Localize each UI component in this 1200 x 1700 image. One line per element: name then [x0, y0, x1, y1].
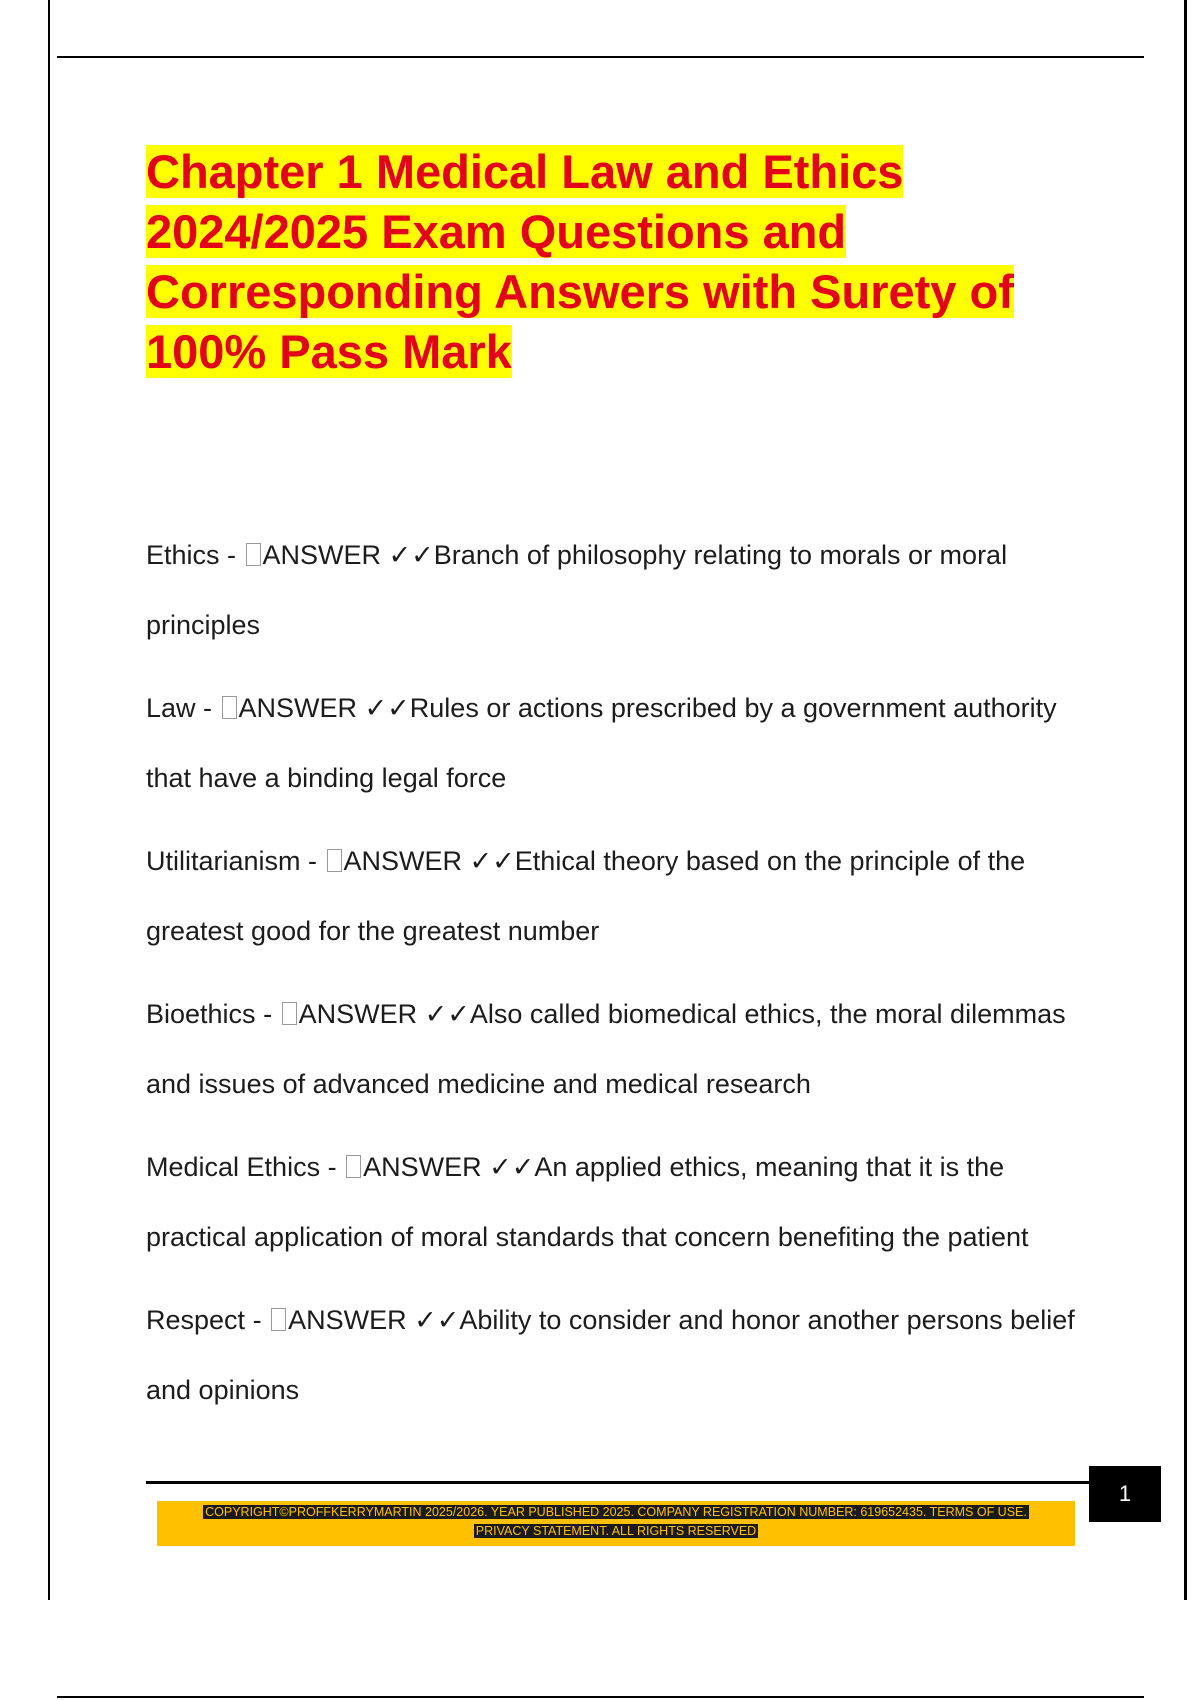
copyright-footer	[157, 1501, 1075, 1546]
missing-glyph-icon	[271, 1308, 286, 1331]
title-line: 100% Pass Mark	[146, 325, 512, 378]
page-border-right	[1184, 0, 1187, 1600]
answer-marker: ANSWER ✓✓	[262, 540, 434, 570]
copyright-line: PRIVACY STATEMENT. ALL RIGHTS RESERVED	[475, 1524, 757, 1538]
qa-item: Bioethics - ANSWER ✓✓Also called biomedical ethics, the moral dilemmas and issues of advanced medicine and medical research	[146, 999, 1066, 1099]
document-title	[146, 142, 1066, 382]
qa-item: Respect - ANSWER ✓✓Ability to consider and honor another persons belief and opinions	[146, 1305, 1075, 1405]
page-number: 1	[1089, 1466, 1161, 1522]
qa-definition: An applied ethics, meaning that it is the practical application of moral standards that concern benefiting the patient	[146, 1152, 1029, 1252]
missing-glyph-icon	[222, 696, 237, 719]
answer-marker: ANSWER ✓✓	[298, 999, 470, 1029]
qa-item: Law - ANSWER ✓✓Rules or actions prescribed by a government authority that have a binding legal force	[146, 693, 1057, 793]
missing-glyph-icon	[246, 543, 261, 566]
answer-marker: ANSWER ✓✓	[343, 846, 515, 876]
qa-term: Bioethics	[146, 999, 256, 1029]
qa-item: Utilitarianism - ANSWER ✓✓Ethical theory based on the principle of the greatest good for the greatest number	[146, 846, 1026, 946]
qa-term: Ethics	[146, 540, 220, 570]
missing-glyph-icon	[282, 1002, 297, 1025]
missing-glyph-icon	[346, 1155, 361, 1178]
qa-item: Ethics - ANSWER ✓✓Branch of philosophy relating to morals or moral principles	[146, 540, 1008, 640]
title-line: Chapter 1 Medical Law and Ethics	[146, 145, 904, 198]
answer-marker: ANSWER ✓✓	[363, 1152, 535, 1182]
missing-glyph-icon	[327, 849, 342, 872]
footer-rule	[146, 1481, 1091, 1484]
qa-definition: Ability to consider and honor another persons belief and opinions	[146, 1305, 1075, 1405]
qa-definition: Branch of philosophy relating to morals or moral principles	[146, 540, 1008, 640]
qa-definition: Rules or actions prescribed by a government authority that have a binding legal force	[146, 693, 1057, 793]
qa-definition: Ethical theory based on the principle of the greatest good for the greatest number	[146, 846, 1026, 946]
answer-marker: ANSWER ✓✓	[288, 1305, 460, 1335]
next-page-rule	[57, 1696, 1144, 1698]
title-line: 2024/2025 Exam Questions and	[146, 205, 847, 258]
title-line: Corresponding Answers with Surety of	[146, 265, 1014, 318]
qa-definition: Also called biomedical ethics, the moral dilemmas and issues of advanced medicine and medical research	[146, 999, 1066, 1099]
qa-term: Respect	[146, 1305, 246, 1335]
qa-item: Medical Ethics - ANSWER ✓✓An applied ethics, meaning that it is the practical application of moral standards that concern benefiting the patient	[146, 1152, 1029, 1252]
qa-term: Law	[146, 693, 196, 723]
header-rule	[57, 56, 1144, 58]
qa-term: Medical Ethics	[146, 1152, 321, 1182]
page-border-left	[48, 0, 50, 1600]
qa-list	[146, 520, 1086, 1438]
qa-term: Utilitarianism	[146, 846, 301, 876]
copyright-line: COPYRIGHT©PROFFKERRYMARTIN 2025/2026. YEAR PUBLISHED 2025. COMPANY REGISTRATION NUMBER: 619652435. TERMS OF USE.	[205, 1505, 1027, 1519]
answer-marker: ANSWER ✓✓	[238, 693, 410, 723]
